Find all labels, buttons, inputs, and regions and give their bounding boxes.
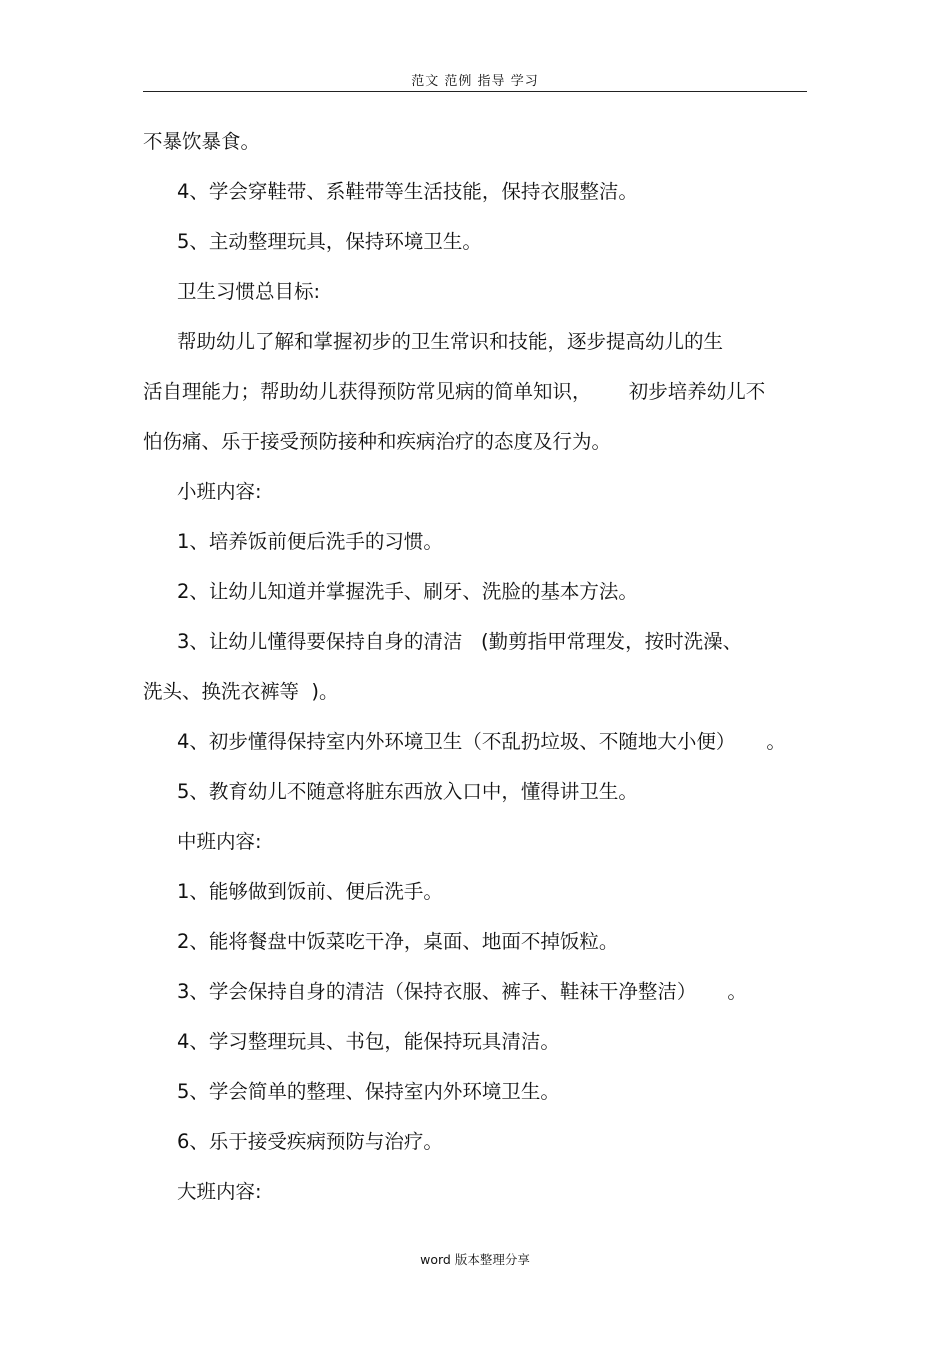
page-footer: word 版本整理分享 xyxy=(420,1252,530,1267)
body-line: 洗头、换洗衣裤等 )。 xyxy=(143,680,339,703)
body-line: 不暴饮暴食。 xyxy=(143,130,261,153)
body-line: 5、主动整理玩具，保持环境卫生。 xyxy=(177,230,482,253)
section-heading: 大班内容: xyxy=(177,1180,262,1203)
list-item: 3、让幼儿懂得要保持自身的清洁 (勤剪指甲常理发，按时洗澡、 xyxy=(177,630,743,653)
list-item: 1、培养饭前便后洗手的习惯。 xyxy=(177,530,443,553)
list-item: 6、乐于接受疾病预防与治疗。 xyxy=(177,1130,443,1153)
list-item: 5、教育幼儿不随意将脏东西放入口中，懂得讲卫生。 xyxy=(177,780,638,803)
body-line: 活自理能力；帮助幼儿获得预防常见病的简单知识， 初步培养幼儿不 xyxy=(143,380,766,403)
list-item: 2、让幼儿知道并掌握洗手、刷牙、洗脸的基本方法。 xyxy=(177,580,638,603)
section-heading: 小班内容: xyxy=(177,480,262,503)
list-item: 3、学会保持自身的清洁（保持衣服、裤子、鞋袜干净整洁） 。 xyxy=(177,980,747,1003)
section-heading: 中班内容: xyxy=(177,830,262,853)
list-item: 1、能够做到饭前、便后洗手。 xyxy=(177,880,443,903)
header-divider xyxy=(143,91,807,92)
list-item: 2、能将餐盘中饭菜吃干净，桌面、地面不掉饭粒。 xyxy=(177,930,619,953)
list-item: 5、学会简单的整理、保持室内外环境卫生。 xyxy=(177,1080,560,1103)
list-item: 4、学习整理玩具、书包，能保持玩具清洁。 xyxy=(177,1030,560,1053)
body-line: 4、学会穿鞋带、系鞋带等生活技能，保持衣服整洁。 xyxy=(177,180,638,203)
list-item: 4、初步懂得保持室内外环境卫生（不乱扔垃圾、不随地大小便） 。 xyxy=(177,730,786,753)
section-heading: 卫生习惯总目标: xyxy=(177,280,321,303)
body-line: 帮助幼儿了解和掌握初步的卫生常识和技能，逐步提高幼儿的生 xyxy=(177,330,724,353)
body-line: 怕伤痛、乐于接受预防接种和疾病治疗的态度及行为。 xyxy=(143,430,612,453)
page-header: 范文 范例 指导 学习 xyxy=(411,74,539,89)
